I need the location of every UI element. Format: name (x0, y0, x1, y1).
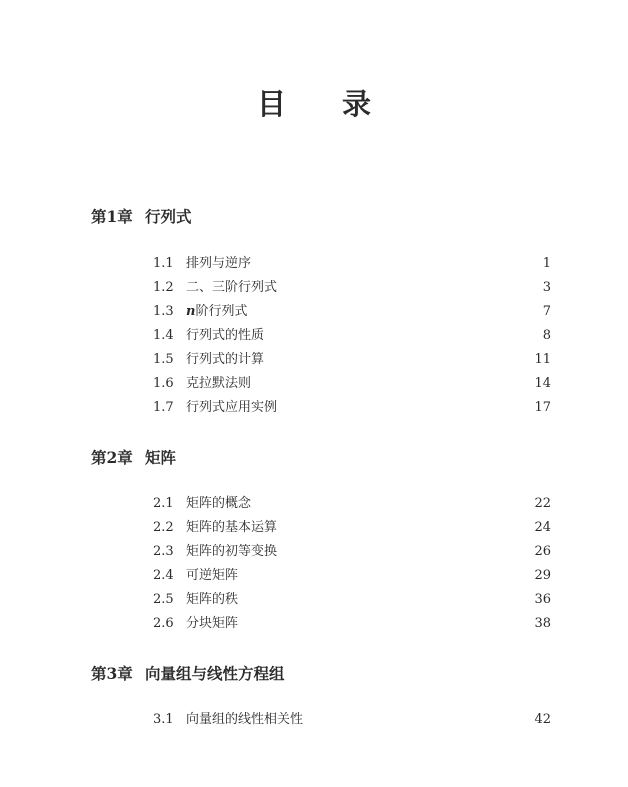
page-number: 22 (534, 496, 551, 511)
page-number: 26 (534, 544, 551, 559)
page-number: 14 (534, 376, 551, 391)
section-title: 行列式应用实例 (186, 400, 278, 415)
section-number: 3.1 (153, 712, 174, 727)
section-number: 1.5 (153, 352, 174, 367)
chapter-title: 向量组与线性方程组 (145, 664, 285, 683)
page-number: 8 (542, 328, 551, 343)
chapter-heading[interactable] (91, 664, 285, 684)
section-number: 1.7 (153, 400, 174, 415)
section-title: 向量组的线性相关性 (186, 712, 304, 727)
section-title: 克拉默法则 (186, 376, 252, 391)
section-number: 1.6 (153, 376, 174, 391)
toc-entry[interactable] (153, 398, 551, 418)
toc-entry[interactable] (153, 710, 551, 730)
page-number: 36 (534, 592, 551, 607)
toc-entry[interactable] (153, 542, 551, 562)
toc-entry[interactable] (153, 518, 551, 538)
toc-entry[interactable] (153, 278, 551, 298)
section-number: 1.1 (153, 256, 174, 271)
page-number: 29 (534, 568, 551, 583)
section-number: 2.1 (153, 496, 174, 511)
page-number: 24 (534, 520, 551, 535)
section-title: 矩阵的初等变换 (186, 544, 278, 559)
chapter-title: 矩阵 (145, 448, 177, 467)
page-number: 3 (542, 280, 551, 295)
toc-entry[interactable] (153, 590, 551, 610)
section-number: 1.3 (153, 304, 174, 319)
section-title-variable: n (186, 304, 196, 319)
toc-entry[interactable] (153, 326, 551, 346)
page-number: 17 (534, 400, 551, 415)
chapter-number: 第2章 (91, 448, 133, 467)
section-number: 2.2 (153, 520, 174, 535)
section-title: 行列式的性质 (186, 328, 265, 343)
page-number: 7 (542, 304, 551, 319)
chapter-heading[interactable] (91, 207, 192, 227)
page-number: 1 (542, 256, 551, 271)
toc-entry[interactable] (153, 350, 551, 370)
section-number: 1.4 (153, 328, 174, 343)
toc-entry[interactable] (153, 374, 551, 394)
section-title: 可逆矩阵 (186, 568, 239, 583)
section-number: 2.4 (153, 568, 174, 583)
page-number: 11 (534, 352, 551, 367)
section-title: 矩阵的概念 (186, 496, 252, 511)
section-number: 2.3 (153, 544, 174, 559)
chapter-number: 第1章 (91, 207, 133, 226)
section-title: 分块矩阵 (186, 616, 239, 631)
section-number: 1.2 (153, 280, 174, 295)
section-title: 阶行列式 (195, 304, 248, 319)
section-number: 2.6 (153, 616, 174, 631)
toc-entry[interactable] (153, 494, 551, 514)
section-title: 排列与逆序 (186, 256, 252, 271)
section-title: 二、三阶行列式 (186, 280, 278, 295)
toc-entry[interactable] (153, 302, 551, 322)
page-title: 目录 (256, 87, 427, 121)
toc-entry[interactable] (153, 566, 551, 586)
toc-entry[interactable] (153, 254, 551, 274)
toc-entry[interactable] (153, 614, 551, 634)
section-title: 矩阵的基本运算 (186, 520, 278, 535)
page-number: 42 (534, 712, 551, 727)
section-title: 行列式的计算 (186, 352, 265, 367)
chapter-number: 第3章 (91, 664, 133, 683)
chapter-heading[interactable] (91, 448, 176, 468)
section-number: 2.5 (153, 592, 174, 607)
page-number: 38 (534, 616, 551, 631)
section-title: 矩阵的秩 (186, 592, 239, 607)
chapter-title: 行列式 (145, 207, 192, 226)
